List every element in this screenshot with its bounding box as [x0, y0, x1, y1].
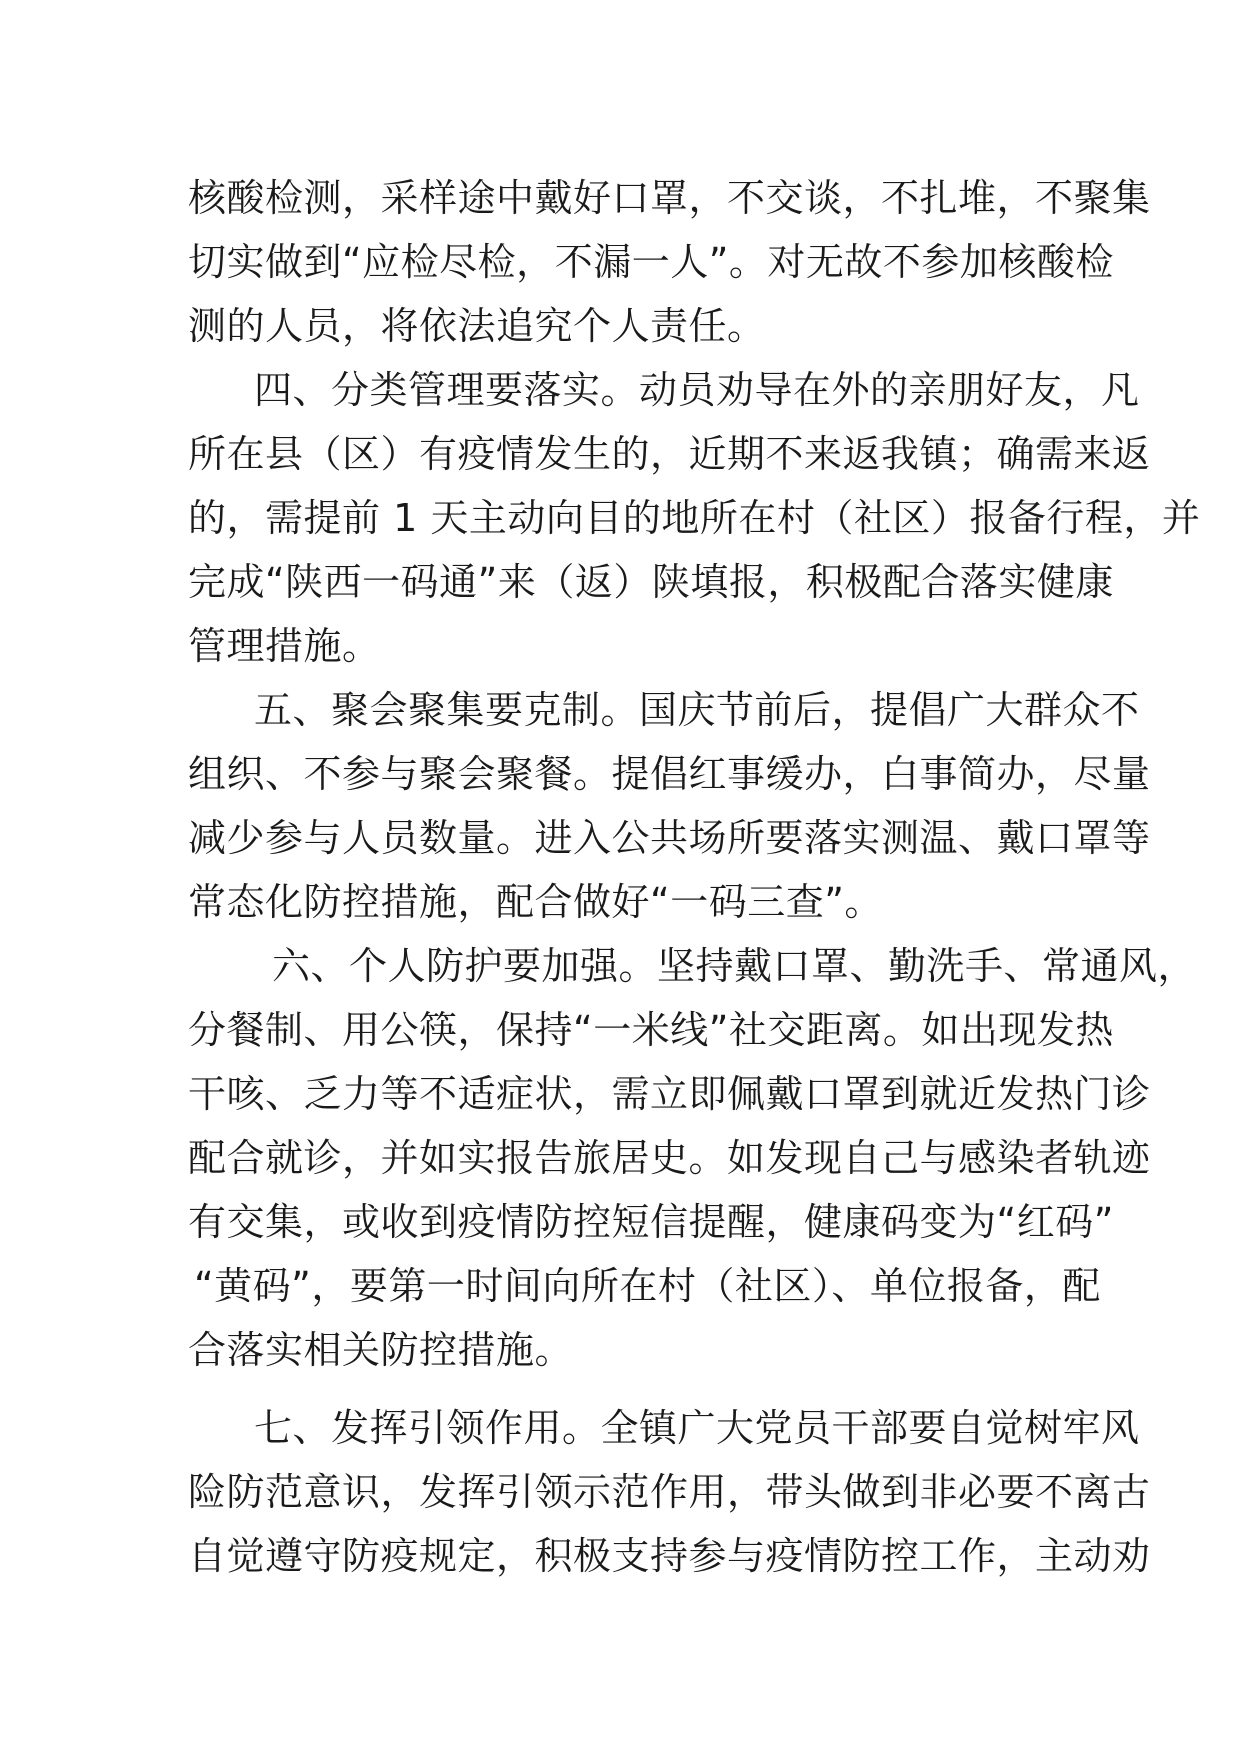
text-line: 干咳、乏力等不适症状，需立即佩戴口罩到就近发热门诊	[188, 1072, 1151, 1116]
text-line: 配合就诊，并如实报告旅居史。如发现自己与感染者轨迹	[188, 1136, 1151, 1180]
text-line: 的，需提前 1 天主动向目的地所在村（社区）报备行程，并	[188, 496, 1201, 540]
section-seven-heading-line: 七、发挥引领作用。全镇广大党员干部要自觉树牢风	[254, 1406, 1140, 1450]
text-line: 切实做到“应检尽检，不漏一人”。对无故不参加核酸检	[188, 240, 1114, 284]
section-four-heading-line: 四、分类管理要落实。动员劝导在外的亲朋好友，凡	[254, 368, 1140, 412]
text-line: 险防范意识，发挥引领示范作用，带头做到非必要不离古	[188, 1470, 1151, 1514]
text-line: 完成“陕西一码通”来（返）陕填报，积极配合落实健康	[188, 560, 1114, 604]
text-line: 所在县（区）有疫情发生的，近期不来返我镇；确需来返	[188, 432, 1151, 476]
text-line: 分餐制、用公筷，保持“一米线”社交距离。如出现发热	[188, 1008, 1114, 1052]
text-line: 管理措施。	[188, 624, 381, 668]
text-line: 测的人员，将依法追究个人责任。	[188, 304, 766, 348]
text-line: 常态化防控措施，配合做好“一码三查”。	[188, 880, 883, 924]
text-line: 组织、不参与聚会聚餐。提倡红事缓办，白事简办，尽量	[188, 752, 1151, 796]
text-line: 合落实相关防控措施。	[188, 1328, 574, 1372]
text-line: 减少参与人员数量。进入公共场所要落实测温、戴口罩等	[188, 816, 1151, 860]
text-line: “黄码”，要第一时间向所在村（社区）、单位报备，配	[194, 1264, 1101, 1308]
text-line: 核酸检测，采样途中戴好口罩，不交谈，不扎堆，不聚集	[188, 176, 1151, 220]
text-line: 自觉遵守防疫规定，积极支持参与疫情防控工作，主动劝	[188, 1534, 1151, 1578]
text-line: 有交集，或收到疫情防控短信提醒，健康码变为“红码”	[188, 1200, 1114, 1244]
section-five-heading-line: 五、聚会聚集要克制。国庆节前后，提倡广大群众不	[254, 688, 1140, 732]
section-six-heading-line: 六、个人防护要加强。坚持戴口罩、勤洗手、常通风，	[272, 944, 1197, 988]
